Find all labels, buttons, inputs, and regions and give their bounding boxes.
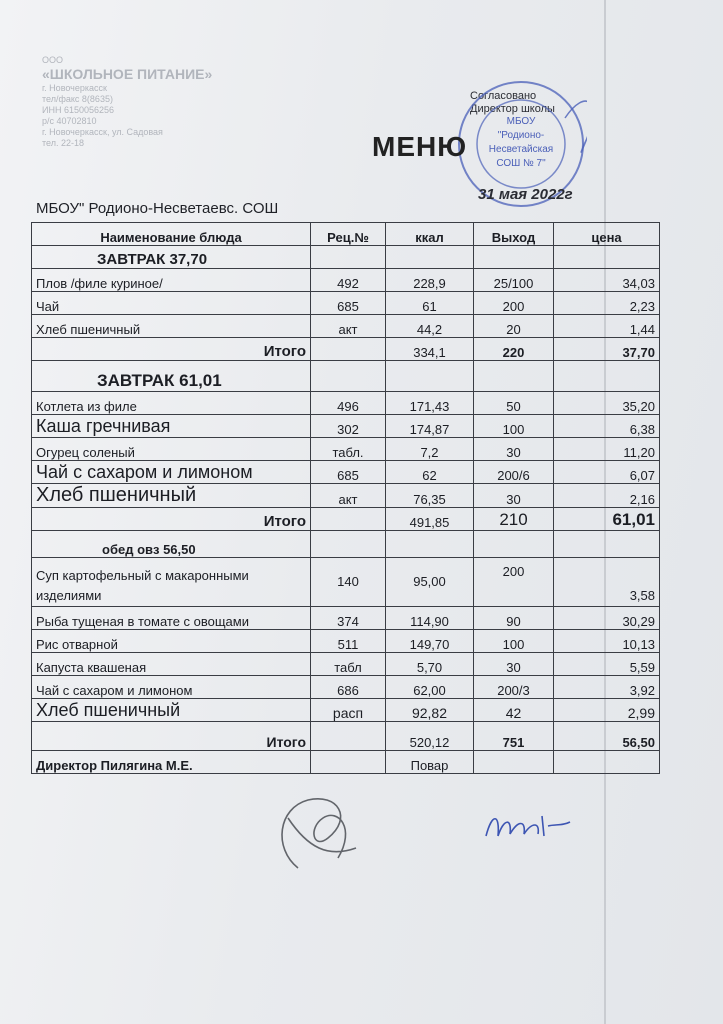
dish-name: Огурец соленый: [32, 438, 311, 461]
recipe-number: акт: [311, 484, 386, 508]
price-value: 6,38: [554, 415, 660, 438]
total-row: [32, 722, 660, 751]
cook-handwritten-signature-icon: [482, 808, 572, 842]
portion-value: 100: [474, 630, 554, 653]
stamp-line: р/с 40702810: [42, 116, 97, 126]
price-value: 34,03: [554, 269, 660, 292]
section-row-lunch: [32, 531, 660, 558]
recipe-number: табл: [311, 653, 386, 676]
portion-value: 30: [474, 438, 554, 461]
price-value: 2,23: [554, 292, 660, 315]
table-row: [32, 461, 660, 484]
total-price: 56,50: [554, 722, 660, 751]
footer-row: [32, 751, 660, 774]
total-kcal: 491,85: [386, 508, 474, 531]
header-recipe-number: Рец.№: [311, 223, 386, 246]
section-title: ЗАВТРАК 61,01: [32, 361, 311, 392]
seal-text: МБОУ: [506, 116, 536, 127]
section-title: обед овз 56,50: [32, 531, 311, 558]
stamp-line: ООО: [42, 55, 64, 65]
portion-value: 200/6: [474, 461, 554, 484]
portion-value: 25/100: [474, 269, 554, 292]
recipe-number: табл.: [311, 438, 386, 461]
total-price: 37,70: [554, 338, 660, 361]
price-value: 5,59: [554, 653, 660, 676]
table-row: [32, 607, 660, 630]
table-row: [32, 558, 660, 607]
total-kcal: 334,1: [386, 338, 474, 361]
kcal-value: 174,87: [386, 415, 474, 438]
recipe-number: 302: [311, 415, 386, 438]
price-value: 1,44: [554, 315, 660, 338]
seal-text: "Родионо-: [497, 130, 545, 141]
section-title: ЗАВТРАК 37,70: [32, 246, 311, 269]
price-value: 2,16: [554, 484, 660, 508]
table-row: [32, 699, 660, 722]
page-title: МЕНЮ: [372, 131, 468, 162]
total-row: [32, 508, 660, 531]
section-row-breakfast-1: [32, 246, 660, 269]
dish-name: Хлеб пшеничный: [32, 484, 311, 508]
recipe-number: 511: [311, 630, 386, 653]
table-row: [32, 392, 660, 415]
kcal-value: 92,82: [386, 699, 474, 722]
dish-name: Чай: [32, 292, 311, 315]
header-portion: Выход: [474, 223, 554, 246]
recipe-number: 685: [311, 292, 386, 315]
total-label: Итого: [32, 722, 311, 751]
price-value: 11,20: [554, 438, 660, 461]
portion-value: 42: [474, 699, 554, 722]
kcal-value: 5,70: [386, 653, 474, 676]
total-portion: 220: [474, 338, 554, 361]
kcal-value: 61: [386, 292, 474, 315]
cook-label: Повар: [386, 751, 474, 774]
portion-value: 200: [474, 292, 554, 315]
stamp-line: г. Новочеркасск: [42, 83, 107, 93]
dish-name: Чай с сахаром и лимоном: [32, 461, 311, 484]
stamp-line: тел/факс 8(8635): [42, 94, 113, 104]
table-row: [32, 292, 660, 315]
seal-text: СОШ № 7": [496, 158, 546, 169]
school-name: МБОУ" Родионо-Несветаевс. СОШ: [36, 200, 279, 217]
kcal-value: 62: [386, 461, 474, 484]
total-row: [32, 338, 660, 361]
approval-line: Согласовано: [470, 90, 537, 102]
seal-text: Несветайская: [488, 144, 554, 155]
dish-name: Рыба тущеная в томате с овощами: [32, 607, 311, 630]
table-row: [32, 676, 660, 699]
kcal-value: 7,2: [386, 438, 474, 461]
total-label: Итого: [32, 338, 311, 361]
recipe-number: акт: [311, 315, 386, 338]
director-signature-line: Директор Пилягина М.Е.: [32, 751, 311, 774]
table-row: [32, 415, 660, 438]
table-row: [32, 438, 660, 461]
header-kcal: ккал: [386, 223, 474, 246]
table-row: [32, 269, 660, 292]
faded-supplier-stamp: [42, 55, 272, 205]
price-value: 2,99: [554, 699, 660, 722]
table-row: [32, 484, 660, 508]
price-value: 6,07: [554, 461, 660, 484]
recipe-number: расп: [311, 699, 386, 722]
recipe-number: 685: [311, 461, 386, 484]
dish-name: Хлеб пшеничный: [32, 315, 311, 338]
price-value: 3,92: [554, 676, 660, 699]
stamp-line: г. Новочеркасск, ул. Садовая: [42, 127, 163, 137]
menu-table: [31, 222, 660, 774]
portion-value: 30: [474, 653, 554, 676]
total-kcal: 520,12: [386, 722, 474, 751]
dish-name: Капуста квашеная: [32, 653, 311, 676]
stamp-line: «ШКОЛЬНОЕ ПИТАНИЕ»: [42, 66, 213, 82]
recipe-number: 492: [311, 269, 386, 292]
portion-value: 30: [474, 484, 554, 508]
recipe-number: 140: [311, 558, 386, 607]
dish-name: Чай с сахаром и лимоном: [32, 676, 311, 699]
dish-name: Плов /филе куриное/: [32, 269, 311, 292]
table-header-row: [32, 223, 660, 246]
price-value: 35,20: [554, 392, 660, 415]
dish-name: Каша гречнивая: [32, 415, 311, 438]
section-row-breakfast-2: [32, 361, 660, 392]
total-portion: 751: [474, 722, 554, 751]
menu-date: 31 мая 2022г: [478, 186, 573, 203]
dish-name: Суп картофельный с макаронными изделиями: [32, 558, 311, 607]
price-value: 3,58: [554, 558, 660, 607]
price-value: 10,13: [554, 630, 660, 653]
price-value: 30,29: [554, 607, 660, 630]
stamp-line: тел. 22-18: [42, 138, 84, 148]
portion-value: 200: [474, 558, 554, 607]
recipe-number: 686: [311, 676, 386, 699]
recipe-number: 374: [311, 607, 386, 630]
kcal-value: 62,00: [386, 676, 474, 699]
header-dish-name: Наименование блюда: [32, 223, 311, 246]
portion-value: 50: [474, 392, 554, 415]
kcal-value: 171,43: [386, 392, 474, 415]
total-price: 61,01: [554, 508, 660, 531]
portion-value: 20: [474, 315, 554, 338]
total-portion: 210: [474, 508, 554, 531]
portion-value: 90: [474, 607, 554, 630]
kcal-value: 149,70: [386, 630, 474, 653]
portion-value: 100: [474, 415, 554, 438]
approval-role: Директор школы: [470, 103, 555, 115]
kcal-value: 114,90: [386, 607, 474, 630]
stamp-line: ИНН 6150056256: [42, 105, 115, 115]
recipe-number: 496: [311, 392, 386, 415]
table-row: [32, 630, 660, 653]
kcal-value: 95,00: [386, 558, 474, 607]
director-handwritten-signature-icon: [268, 788, 360, 878]
dish-name: Рис отварной: [32, 630, 311, 653]
kcal-value: 44,2: [386, 315, 474, 338]
portion-value: 200/3: [474, 676, 554, 699]
kcal-value: 228,9: [386, 269, 474, 292]
header-price: цена: [554, 223, 660, 246]
dish-name: Котлета из филе: [32, 392, 311, 415]
dish-name: Хлеб пшеничный: [32, 699, 311, 722]
kcal-value: 76,35: [386, 484, 474, 508]
table-row: [32, 315, 660, 338]
table-row: [32, 653, 660, 676]
total-label: Итого: [32, 508, 311, 531]
